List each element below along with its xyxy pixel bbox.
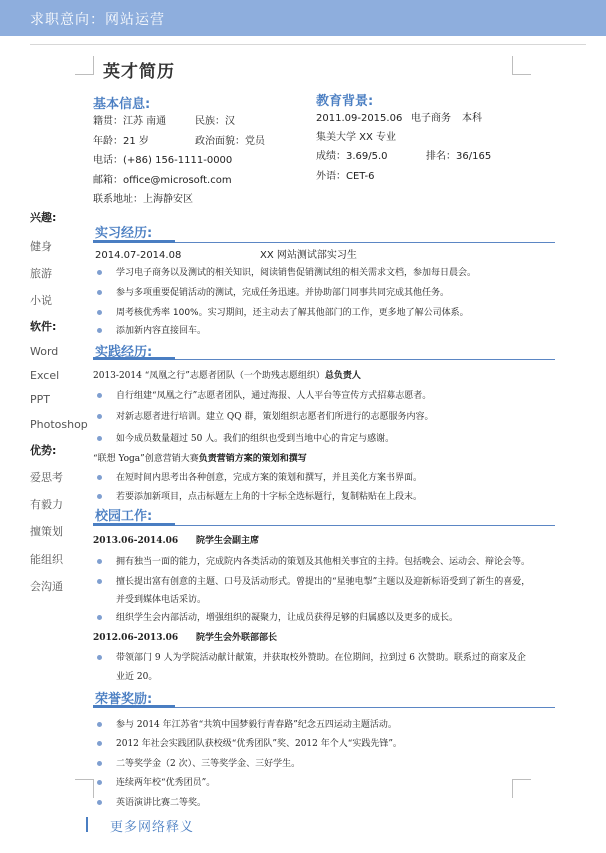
bullet-dot bbox=[97, 475, 102, 480]
campus-title: 校园工作: bbox=[95, 509, 153, 524]
campus-bullet: 组织学生会内部活动，增强组织的凝聚力，让成员获得足够的归属感以及更多的成长。 bbox=[116, 613, 459, 623]
bullet-dot bbox=[97, 559, 102, 564]
honor-item: 英语演讲比赛二等奖。 bbox=[116, 798, 207, 808]
interest-item: 小说 bbox=[30, 294, 52, 307]
edu-rank: 排名：36/165 bbox=[426, 151, 492, 162]
bullet-dot bbox=[97, 436, 102, 441]
campus-bullet-cont: 业近 20。 bbox=[116, 672, 158, 682]
section-tab bbox=[93, 705, 175, 708]
software-item: Photoshop bbox=[30, 418, 88, 431]
bullet-dot bbox=[97, 761, 102, 766]
practice-bullet: 在短时间内思考出各种创意，完成方案的策划和撰写，并且美化方案书界面。 bbox=[116, 473, 423, 483]
internship-period: 2014.07-2014.08 bbox=[95, 250, 182, 261]
corner-mark-bottom-left bbox=[75, 779, 94, 798]
campus-bullet: 带领部门 9 人为学院活动献计献策，并获取校外赞助。在位期间，拉到过 6 次赞助。联系过的商家及企 bbox=[116, 653, 526, 663]
software-item: PPT bbox=[30, 393, 50, 406]
strength-item: 能组织 bbox=[30, 553, 63, 566]
bullet-dot bbox=[97, 290, 102, 295]
honor-item: 连续两年校“优秀团员”。 bbox=[116, 778, 216, 788]
footer-accent-bar bbox=[86, 817, 88, 832]
strengths-title: 优势: bbox=[30, 444, 57, 457]
campus-period: 2012.06-2013.06 bbox=[93, 633, 179, 643]
practice-contest: “联想 Yoga”创意营销大赛 bbox=[93, 454, 199, 464]
political-status: 政治面貌：党员 bbox=[195, 136, 265, 147]
bullet-dot bbox=[97, 615, 102, 620]
interest-item: 健身 bbox=[30, 240, 52, 253]
practice-bullet: 如今成员数量超过 50 人。我们的组织也受到当地中心的肯定与感谢。 bbox=[116, 434, 395, 444]
internship-bullet: 周考核优秀率 100%。实习期间，还主动去了解其他部门的工作，更多地了解公司体系。 bbox=[116, 308, 469, 318]
corner-mark-top-right bbox=[512, 56, 531, 75]
honor-item: 二等奖学金（2 次）、三等奖学金、三好学生。 bbox=[116, 759, 301, 769]
bullet-dot bbox=[97, 270, 102, 275]
practice-role: 总负责人 bbox=[324, 371, 361, 381]
honors-title: 荣誉奖励: bbox=[95, 692, 153, 707]
email: 邮箱：office@microsoft.com bbox=[93, 175, 232, 186]
resume-title: 英才简历 bbox=[103, 62, 175, 82]
practice-item-heading bbox=[93, 370, 361, 382]
internship-position: XX 网站测试部实习生 bbox=[260, 250, 357, 261]
age: 年龄：21 岁 bbox=[93, 136, 149, 147]
section-tab bbox=[93, 240, 175, 243]
strength-item: 擅策划 bbox=[30, 525, 63, 538]
section-tab bbox=[93, 523, 175, 526]
section-tab bbox=[93, 357, 175, 360]
education-title: 教育背景: bbox=[316, 94, 374, 109]
bullet-dot bbox=[97, 310, 102, 315]
campus-period: 2013.06-2014.06 bbox=[93, 536, 179, 546]
practice-bullet: 自行组建“凤凰之行”志愿者团队，通过海报、人人平台等宣传方式招募志愿者。 bbox=[116, 391, 432, 401]
native-value: 江苏 南通 bbox=[123, 116, 167, 127]
campus-role: 院学生会外联部部长 bbox=[196, 633, 278, 643]
internship-bullet: 学习电子商务以及测试的相关知识，阅读销售促销测试组的相关需求文档，参加每日晨会。 bbox=[116, 268, 477, 278]
software-item: Excel bbox=[30, 369, 60, 382]
internship-bullet: 参与多项重要促销活动的测试，完成任务迅速。并协助部门同事共同完成其他任务。 bbox=[116, 288, 450, 298]
practice-bullet: 对新志愿者进行培训。建立 QQ 群，策划组织志愿者们所进行的志愿服务内容。 bbox=[116, 412, 434, 422]
practice-bullet: 若要添加新项目，点击标题左上角的十字标全选标题行，复制粘贴在上段末。 bbox=[116, 492, 423, 502]
basic-info-title: 基本信息: bbox=[93, 97, 151, 112]
practice-org: 2013-2014 “凤凰之行”志愿者团队（一个助残志愿组织） bbox=[93, 371, 325, 381]
bullet-dot bbox=[97, 655, 102, 660]
edu-period: 2011.09-2015.06 bbox=[316, 113, 403, 124]
internship-title: 实习经历: bbox=[95, 226, 153, 241]
address: 联系地址：上海静安区 bbox=[93, 194, 193, 205]
campus-bullet: 擅长提出富有创意的主题、口号及活动形式。曾提出的“星驰电掣”主题以及迎新标语受到了新生的喜爱， bbox=[116, 577, 531, 587]
native-place bbox=[93, 116, 166, 128]
edu-major: 电子商务 bbox=[411, 113, 451, 124]
more-definitions-link[interactable]: 更多网络释义 bbox=[110, 820, 195, 835]
edu-score: 成绩：3.69/5.0 bbox=[316, 151, 388, 162]
software-item: Word bbox=[30, 345, 59, 358]
campus-bullet: 拥有独当一面的能力，完成院内各类活动的策划及其他相关事宜的主持。包括晚会、运动会、辩论会等。 bbox=[116, 557, 531, 567]
bullet-dot bbox=[97, 722, 102, 727]
bullet-dot bbox=[97, 328, 102, 333]
phone: 电话：(+86) 156-1111-0000 bbox=[93, 155, 233, 166]
interest-item: 旅游 bbox=[30, 267, 52, 280]
software-title: 软件: bbox=[30, 320, 57, 333]
campus-role: 院学生会副主席 bbox=[196, 536, 260, 546]
edu-language: 外语：CET-6 bbox=[316, 171, 375, 182]
strength-item: 会沟通 bbox=[30, 580, 63, 593]
header-divider bbox=[30, 44, 586, 45]
strength-item: 有毅力 bbox=[30, 498, 63, 511]
honor-item: 参与 2014 年江苏省“共筑中国梦毅行青春路”纪念五四运动主题活动。 bbox=[116, 720, 397, 730]
campus-bullet-cont: 并受到媒体电话采访。 bbox=[116, 595, 207, 605]
bullet-dot bbox=[97, 780, 102, 785]
honor-item: 2012 年社会实践团队获校级“优秀团队”奖、2012 年个人“实践先锋”。 bbox=[116, 739, 402, 749]
job-intent: 求职意向：网站运营 bbox=[30, 12, 165, 28]
bullet-dot bbox=[97, 414, 102, 419]
corner-mark-top-left bbox=[75, 56, 94, 75]
bullet-dot bbox=[97, 393, 102, 398]
native-label: 籍贯： bbox=[93, 116, 123, 127]
bullet-dot bbox=[97, 579, 102, 584]
strength-item: 爱思考 bbox=[30, 471, 63, 484]
bullet-dot bbox=[97, 741, 102, 746]
ethnic: 民族：汉 bbox=[195, 116, 235, 127]
edu-degree: 本科 bbox=[462, 113, 482, 124]
corner-mark-bottom-right bbox=[512, 779, 531, 798]
bullet-dot bbox=[97, 800, 102, 805]
internship-bullet: 添加新内容直接回车。 bbox=[116, 326, 207, 336]
practice-item-heading bbox=[93, 453, 307, 465]
bullet-dot bbox=[97, 494, 102, 499]
interests-title: 兴趣: bbox=[30, 211, 57, 224]
edu-school: 集美大学 XX 专业 bbox=[316, 132, 397, 143]
header-bar bbox=[0, 0, 606, 36]
practice-title: 实践经历: bbox=[95, 345, 153, 360]
practice-role: 负责营销方案的策划和撰写 bbox=[198, 454, 307, 464]
